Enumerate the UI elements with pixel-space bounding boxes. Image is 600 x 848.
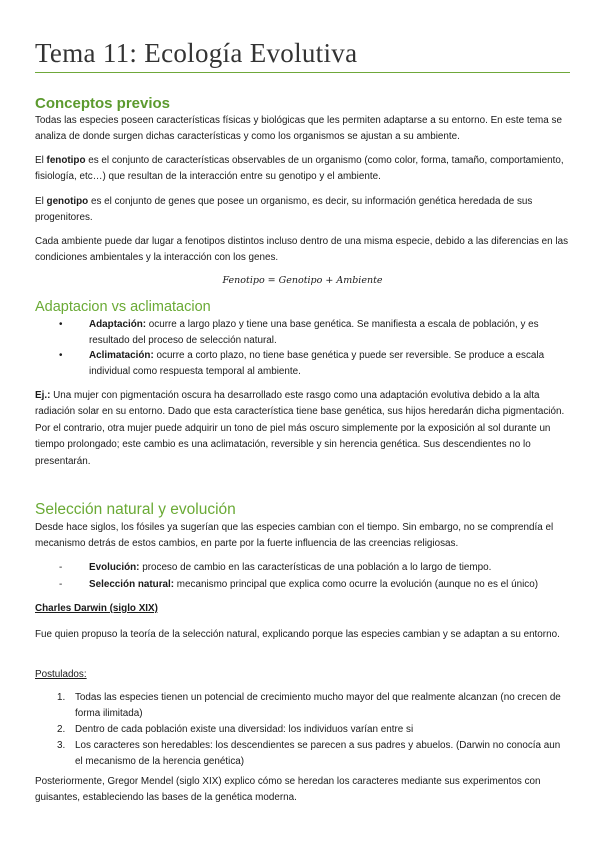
paragraph-mendel: Posteriormente, Gregor Mendel (siglo XIX) explico cómo se heredan los caracteres mediante sus experimentos con guisantes, estableciendo las bases de la genética moderna. xyxy=(35,776,541,804)
term-fenotipo: fenotipo xyxy=(46,155,86,166)
formula-fenotipo: Fenotipo = Genotipo + Ambiente xyxy=(222,275,383,286)
term-genotipo: genotipo xyxy=(46,196,89,207)
paragraph-ejemplo: Ej.: Una mujer con pigmentación oscura ha desarrollado este rasgo como una adaptación evolutiva debido a la alta radiación solar en su entorno. Dado que esta característica tiene base genética, sus hijos heredarán dicha pigmentación. Por el contrario, otra mujer puede adquirir un tono de piel más oscuro simplemente por la exposición al sol durante un tiempo prolongado; este cambio es una aclimatación, reversible y sin herencia genética. Sus descendientes no lo presentarán. xyxy=(35,390,565,467)
bullet-dot-icon: • xyxy=(59,319,63,330)
dash-icon: - xyxy=(59,562,63,573)
heading-postulados: Postulados: xyxy=(35,669,87,680)
heading-adaptacion-vs-aclimatacion: Adaptacion vs aclimatacion xyxy=(35,299,211,315)
list-item-adaptacion: • Adaptación: ocurre a largo plazo y tiene una base genética. Se manifiesta a escala de población, y es resultado del proceso de selección natural. xyxy=(59,319,539,347)
list-item-seleccion-natural: - Selección natural: mecanismo principal que explica como ocurre la evolución (aunque no es el único) xyxy=(73,577,570,593)
paragraph-fosiles: Desde hace siglos, los fósiles ya sugerían que las especies cambian con el tiempo. Sin embargo, no se comprendía el mecanismo detrás de estos cambios, en parte por la fuerte influencia de las creencias religiosas. xyxy=(35,522,554,550)
dash-icon: - xyxy=(59,579,63,590)
bullet-dot-icon: • xyxy=(59,350,63,361)
list-item-postulado-3: 3. Los caracteres son heredables: los descendientes se parecen a sus padres y abuelos. (Darwin no conocía aun el mecanismo de la herencia genética) xyxy=(57,740,561,768)
heading-conceptos-previos: Conceptos previos xyxy=(35,95,171,112)
list-item-postulado-2: 2. Dentro de cada población existe una diversidad: los individuos varían entre si xyxy=(57,724,414,735)
page-title: Tema 11: Ecología Evolutiva xyxy=(35,38,358,68)
paragraph-ambiente: Cada ambiente puede dar lugar a fenotipos distintos incluso dentro de una misma especie, debido a las diferencias en las condiciones ambientales y la interacción con los genes. xyxy=(35,236,569,264)
paragraph-fenotipo: El fenotipo es el conjunto de características observables de un organismo (como color, forma, tamaño, comportamiento, fisiología, etc…) que resultan de la interacción entre su genotipo y el ambiente. xyxy=(35,155,564,183)
paragraph-darwin: Fue quien propuso la teoría de la selección natural, explicando porque las especies cambian y se adaptan a su entorno. xyxy=(35,629,560,640)
heading-seleccion-natural: Selección natural y evolución xyxy=(35,501,236,518)
paragraph-genotipo: El genotipo es el conjunto de genes que posee un organismo, es decir, su información genética heredada de sus progenitores. xyxy=(35,196,533,224)
title-divider xyxy=(35,72,570,73)
list-item-aclimatacion: • Aclimatación: ocurre a corto plazo, no tiene base genética y puede ser reversible. Se produce a escala individual como respuesta temporal al ambiente. xyxy=(59,350,545,378)
list-item-evolucion: - Evolución: proceso de cambio en las características de una población a lo largo de tiempo. xyxy=(73,560,570,576)
heading-charles-darwin: Charles Darwin (siglo XIX) xyxy=(35,603,158,614)
paragraph-intro: Todas las especies poseen características físicas y biológicas que les permiten adaptarse a su entorno. En este tema se analiza de donde surgen dichas características y como los organismos se ajustan a su ambiente. xyxy=(35,115,562,143)
list-item-postulado-1: 1. Todas las especies tienen un potencial de crecimiento mucho mayor del que realmente alcanzan (no crecen de forma ilimitada) xyxy=(57,692,561,720)
